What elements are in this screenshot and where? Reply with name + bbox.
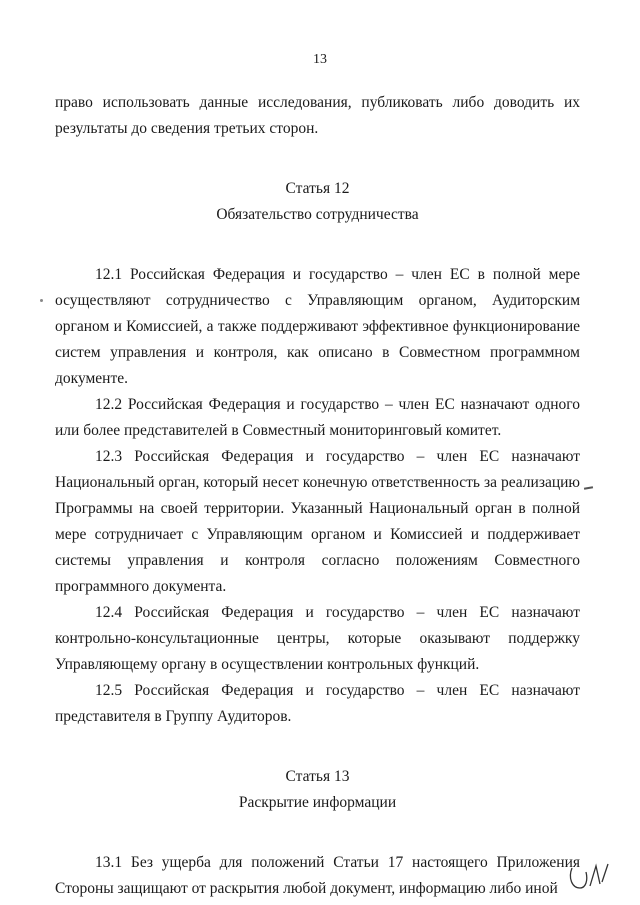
paragraph-12-2: 12.2 Российская Федерация и государство – член ЕС назначают одного или более представителей в Совместный мониторинговый комитет.	[55, 396, 580, 439]
paragraph-12-1: 12.1 Российская Федерация и государство – член ЕС в полной мере осуществляют сотрудничество с Управляющим органом, Аудиторским органом и Комиссией, а также поддерживают эффективное функционирование систем управления и контроля, как описано в Совместном программном документе.	[55, 266, 580, 387]
article-12-title: Обязательство сотрудничества	[216, 206, 419, 223]
article-13-title: Раскрытие информации	[238, 794, 397, 811]
paragraph-12-4: 12.4 Российская Федерация и государство – член ЕС назначают контрольно-консультационные центры, которые оказывают поддержку Управляющему органу в осуществлении контрольных функций.	[55, 604, 580, 673]
margin-dot-mark	[40, 299, 43, 302]
document-body	[55, 90, 580, 902]
paragraph-12-3: 12.3 Российская Федерация и государство – член ЕС назначают Национальный орган, который несет конечную ответственность за реализацию Программы на своей территории. Указанный Национальный орган в полной мере сотрудничает с Управляющим органом и Комиссией и поддерживает системы управления и контроля согласно положениям Совместного программного документа.	[55, 448, 580, 595]
stray-pen-mark	[584, 486, 593, 490]
article-12-heading	[55, 176, 580, 228]
paragraph-12-5: 12.5 Российская Федерация и государство – член ЕС назначают представителя в Группу Аудиторов.	[55, 682, 580, 725]
handwritten-initials-icon	[566, 858, 614, 894]
intro-paragraph: право использовать данные исследования, публиковать либо доводить их результаты до сведения третьих сторон.	[55, 94, 580, 137]
article-13-heading	[55, 764, 580, 816]
paragraph-13-1: 13.1 Без ущерба для положений Статьи 17 настоящего Приложения Стороны защищают от раскрытия любой документ, информацию либо иной	[55, 854, 580, 897]
article-12-number: Статья 12	[285, 180, 350, 197]
article-13-number: Статья 13	[285, 768, 350, 785]
page-number: 13	[313, 52, 327, 67]
